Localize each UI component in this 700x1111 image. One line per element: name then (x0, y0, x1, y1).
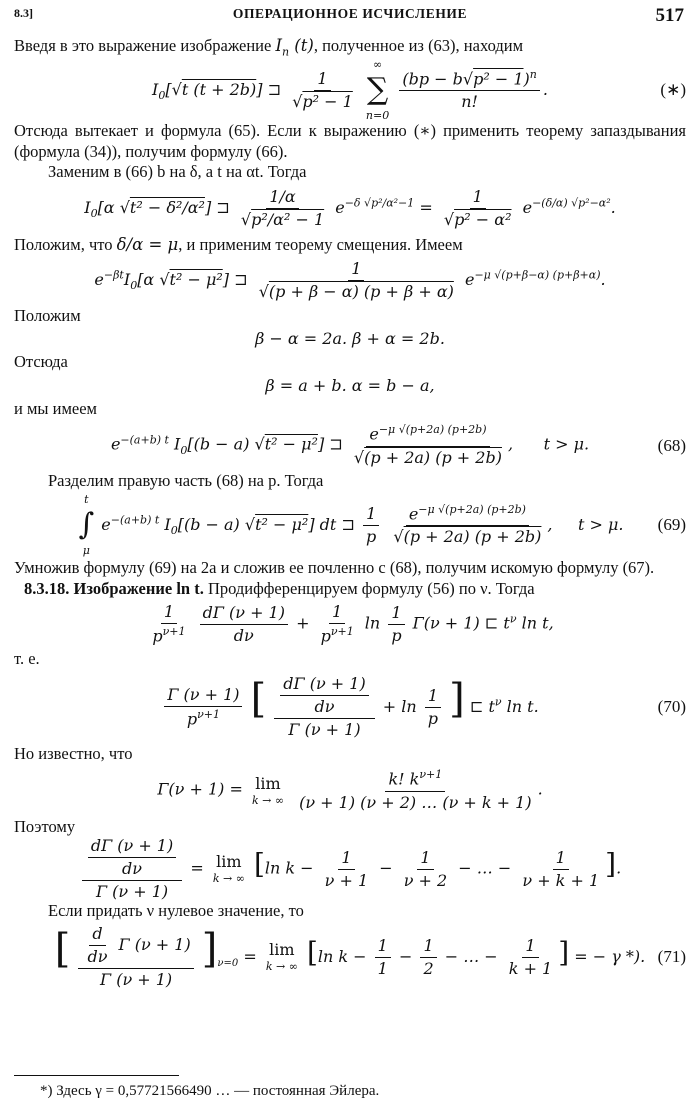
equation-text: $\frac{1}{p^{\nu+1}}$ $\frac{d\Gamma (\nu + 1)}{d\nu}$ + $\frac{1}{p^{\nu+1}}$ ln $\frac{1}{p}$ Γ(ν + 1) ⊏ $t^\nu$ ln t, (152, 602, 554, 646)
equation-text: $\frac{\Gamma (\nu + 1)}{p^{\nu+1}}$ [ $\frac{\frac{d\Gamma (\nu + 1)}{d\nu}}{\Gamma (\nu + 1)}$ + ln $\frac{1}{p}$ ] ⊏ $t^\nu$ ln t. (161, 674, 538, 741)
equation-text: $e^{-\beta t}I_0[\alpha$ √t² − μ²] ⊐ $\frac{1}{√(p + \beta - \alpha) (p + \beta + \alpha)}$ $e^{-\mu √(p+\beta-\alpha) (p+\beta+\alpha)}$. (94, 259, 606, 302)
paragraph: Положим (14, 305, 81, 325)
equation-number: (∗) (660, 80, 686, 100)
paragraph: Заменим в (66) b на δ, a t на αt. Тогда (48, 162, 307, 182)
equation: β = a + b. α = b − a, (265, 375, 435, 395)
equation-number: (69) (657, 515, 686, 535)
equation (14, 765, 686, 817)
page-number: 517 (655, 5, 684, 26)
paragraph: Отсюда (14, 352, 68, 372)
paragraph: и мы имеем (14, 398, 97, 418)
equation-70 (14, 670, 686, 744)
equation-69 (14, 492, 686, 558)
equation-number: (70) (657, 697, 686, 717)
running-header (14, 4, 686, 26)
equation-number: (71) (657, 947, 686, 967)
equation (14, 256, 686, 306)
equation-star (14, 59, 686, 121)
equation (14, 837, 686, 901)
equation-text: $I_0[√t$ (t + 2b)] ⊐ $\frac{1}{\text{√p² − 1}}$ ∞ ∑ n=0 $\frac{(bp - b√p^2 - 1)^n}{n!}$ . (152, 57, 548, 122)
equation-text: $\frac{\frac{d\Gamma (\nu + 1)}{d\nu}}{\Gamma (\nu + 1)}$ = lim k → ∞ [ln k − $\frac{1}{\nu + 1}$ − $\frac{1}{\nu + 2}$ − … − $\frac{1}{\nu + k + 1}$ ]. (79, 836, 621, 902)
equation-text: [ $\frac{d}{d\nu}$ Γ (ν + 1) Γ (ν + 1) ]$_{\nu=0}$ = lim k → ∞ [ln k − $\frac{1}{1}$ − $\frac{1}{2}$ − … − $\frac{1}{k + 1}$ ] = − γ *). (54, 924, 646, 990)
equation-68 (14, 419, 686, 471)
equation-71 (14, 922, 686, 992)
section-number: 8.3.18. (24, 578, 70, 598)
equation-text: Γ(ν + 1) = lim k → ∞ $\frac{k! k^{\nu+1}}{(\nu + 1) (\nu + 2) \dots (\nu + k + 1)}$ . (157, 768, 543, 812)
equation-text: $e^{-(a+b) t}$ $I_0[(b - a) √t^2 - \mu^2]$ ⊐ $\frac{e^{-\mu √(p+2a) (p+2b)}}{√(p + 2a) (p + 2b)}$ , t > μ. (110, 423, 590, 467)
section-title: Изображение ln t. (73, 578, 204, 598)
section-marker: 8.3] (14, 6, 33, 20)
equation (14, 183, 686, 235)
equation (14, 599, 686, 649)
paragraph: Но известно, что (14, 743, 133, 763)
equation-text: $I_0[\alpha$ √t² − δ²/α²] ⊐ $\frac{1/\alpha}{\text{√p²/α² − 1}}$ $e^{-\delta √p^2/\alpha^2-1}$ = $\frac{1}{\text{√p² − α²}}$ $e^{-(\delta/\alpha) √p^2-\alpha^2}$. (84, 187, 616, 230)
page-body (14, 36, 686, 992)
paragraph: Введя в это выражение изображение $I_n$ (t), полученное из (63), находим (14, 36, 524, 59)
running-title: ОПЕРАЦИОННОЕ ИСЧИСЛЕНИЕ (232, 6, 468, 21)
section-text: Продифференцируем формулу (56) по ν. Тогда (207, 578, 535, 598)
paragraph: т. е. (14, 649, 40, 669)
paragraph: Отсюда вытекает и формула (65). Если к выражению (∗) применить теорему запаздывания (формула (34)), получим формулу (66). (14, 121, 686, 161)
equation-number: (68) (657, 435, 686, 455)
footnote-rule (14, 1075, 179, 1076)
footnote: *) Здесь γ = 0,57721566490 … — постоянная Эйлера. (40, 1083, 380, 1099)
equation: β − α = 2a. β + α = 2b. (255, 329, 445, 349)
paragraph: Разделим правую часть (68) на p. Тогда (48, 471, 324, 491)
section-heading (14, 579, 686, 600)
equation-text: t ∫ μ $e^{-(a+b) t}$ $I_0[(b - a) √t^2 - \mu^2]$ dt ⊐ $\frac{1}{p}$ $\frac{e^{-\mu √(p+2a) (p+2b)}}{√(p + 2a) (p + 2b)}$ , t > μ. (78, 492, 624, 557)
paragraph: Умножив формулу (69) на 2a и сложив ее почленно с (68), получим искомую формулу (67). (14, 558, 655, 578)
paragraph: Если придать ν нулевое значение, то (48, 901, 304, 921)
paragraph: Положим, что δ/α = μ, и применим теорему смещения. Имеем (14, 234, 463, 254)
paragraph: Поэтому (14, 816, 76, 836)
